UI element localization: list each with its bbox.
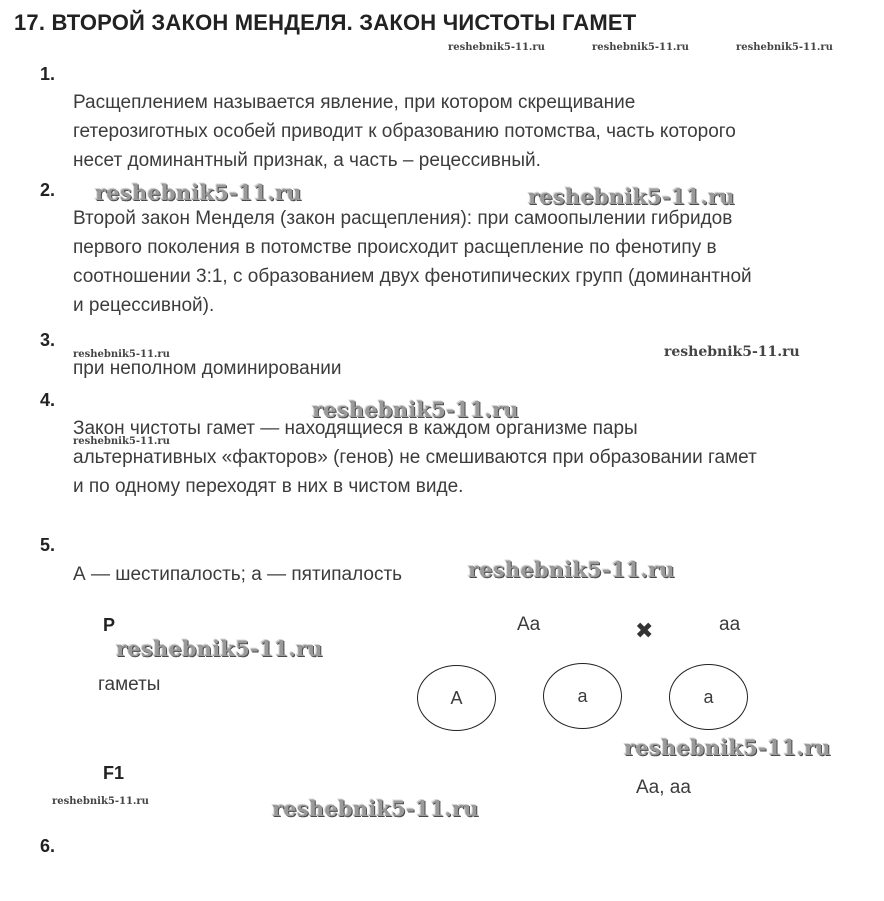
gametes-label: гаметы — [98, 674, 161, 695]
watermark-small: reshebnik5-11.ru — [448, 42, 545, 53]
item-2-text — [73, 204, 752, 320]
item-3-text: при неполном доминировании — [73, 358, 342, 379]
text-line: альтернативных «факторов» (генов) не смешиваются при образовании гамет — [73, 447, 757, 468]
cross-icon: ✖ — [635, 618, 654, 643]
watermark: reshebnik5-11.ru — [116, 636, 323, 661]
watermark: reshebnik5-11.ru — [528, 184, 735, 209]
item-number: 4. — [40, 390, 56, 410]
item-1-text — [73, 88, 736, 175]
watermark-small: reshebnik5-11.ru — [736, 42, 833, 53]
text-line: первого поколения в потомстве происходит расщепление по фенотипу в — [73, 237, 717, 258]
item-4-text — [73, 414, 757, 501]
item-5-text: А — шестипалость; а — пятипалость — [73, 564, 403, 585]
text-line: Расщеплением называется явление, при котором скрещивание — [73, 92, 636, 113]
item-number: 2. — [40, 180, 56, 200]
watermark-small: reshebnik5-11.ru — [52, 796, 149, 807]
watermark: reshebnik5-11.ru — [272, 796, 479, 821]
watermark: reshebnik5-11.ru — [468, 557, 675, 582]
text-line: несет доминантный признак, а часть – рецессивный. — [73, 150, 541, 171]
watermark-small: reshebnik5-11.ru — [73, 436, 170, 447]
parent-2-genotype: aa — [719, 614, 741, 635]
parent-1-genotype: Aa — [517, 614, 541, 635]
item-number: 1. — [40, 64, 56, 84]
watermark-small: reshebnik5-11.ru — [664, 344, 800, 360]
text-line: гетерозиготных особей приводит к образованию потомства, часть которого — [73, 121, 736, 142]
text-line: Закон чистоты гамет — находящиеся в каждом организме пары — [73, 418, 638, 439]
watermark: reshebnik5-11.ru — [95, 180, 302, 205]
watermark: reshebnik5-11.ru — [312, 397, 519, 422]
item-number: 5. — [40, 535, 56, 555]
item-number: 3. — [40, 330, 56, 350]
text-line: и по одному переходят в них в чистом виде. — [73, 476, 464, 497]
item-number: 6. — [40, 836, 56, 856]
watermark: reshebnik5-11.ru — [624, 735, 831, 760]
text-line: Второй закон Менделя (закон расщепления): при самоопылении гибридов — [73, 208, 733, 229]
f1-genotypes: Aa, aa — [636, 777, 691, 798]
gamete-circle: a — [669, 664, 748, 730]
watermark-small: reshebnik5-11.ru — [73, 349, 170, 360]
p-label: P — [103, 615, 116, 635]
gamete-circle: a — [543, 663, 622, 729]
watermark-small: reshebnik5-11.ru — [592, 42, 689, 53]
gamete-circle: A — [417, 665, 496, 731]
page-title: 17. ВТОРОЙ ЗАКОН МЕНДЕЛЯ. ЗАКОН ЧИСТОТЫ ГАМЕТ — [14, 10, 637, 35]
text-line: соотношении 3:1, с образованием двух фенотипических групп (доминантной — [73, 266, 752, 287]
text-line: и рецессивной). — [73, 295, 215, 316]
f1-label: F1 — [103, 763, 125, 783]
